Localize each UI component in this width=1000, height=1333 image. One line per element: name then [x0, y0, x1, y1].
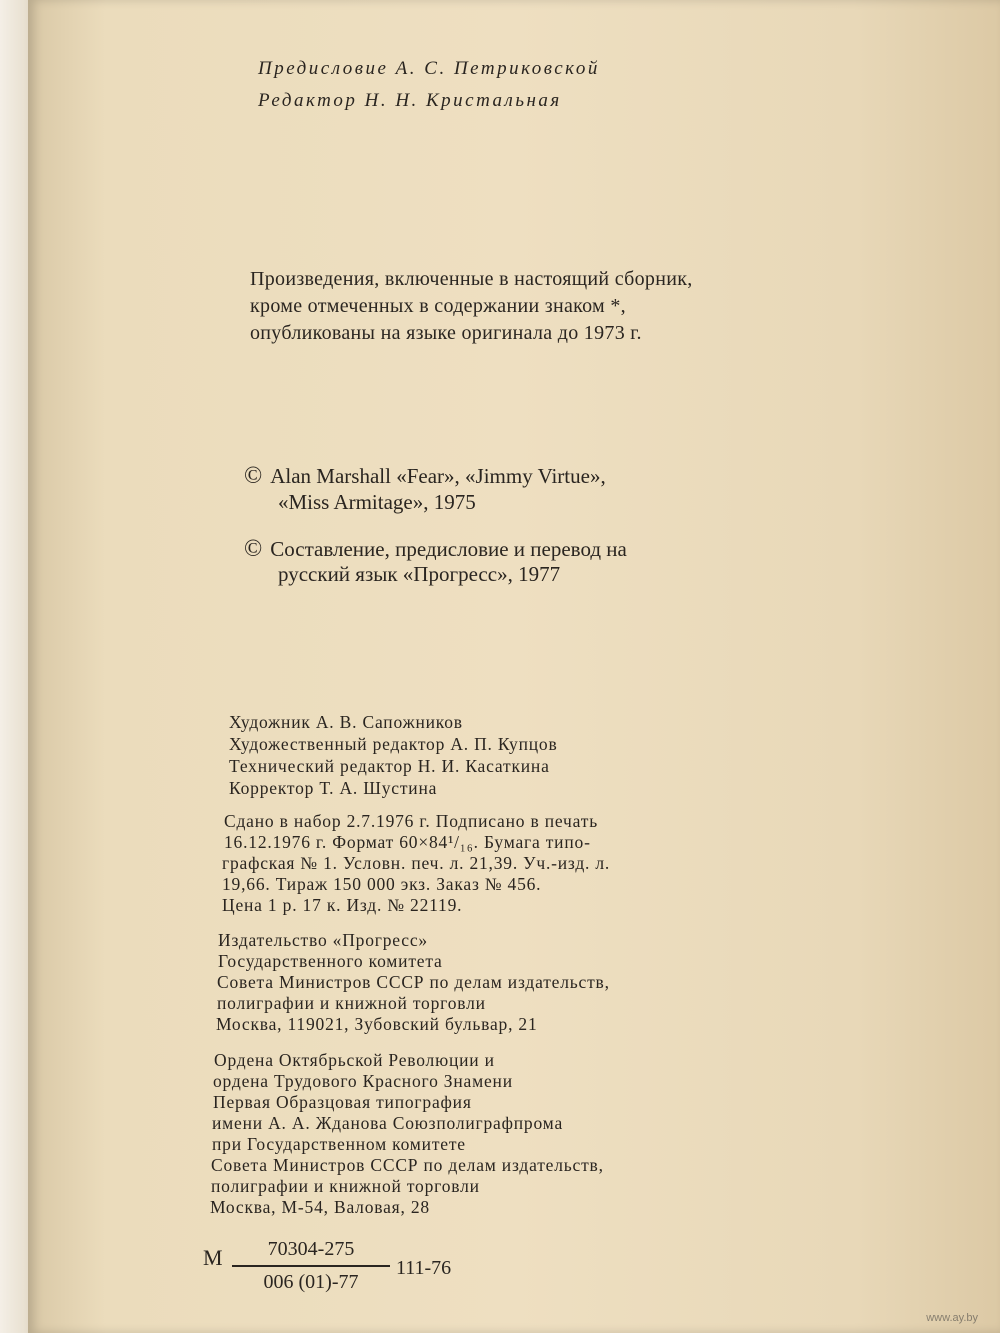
staff-line-1: Художник А. В. Сапожников	[229, 712, 463, 732]
print-line-3: графская № 1. Условн. печ. л. 21,39. Уч.-изд. л.	[222, 853, 611, 873]
publisher-line-2: Государственного комитета	[218, 951, 443, 971]
note-line-2: кроме отмеченных в содержании знаком *,	[250, 295, 626, 317]
copyright-block-2-line-2: русский язык «Прогресс», 1977	[278, 562, 561, 586]
printer-line-6: Совета Министров СССР по делам издательств,	[211, 1155, 604, 1175]
print-line-2: 16.12.1976 г. Формат 60×84¹/₁₆. Бумага типо-	[224, 832, 591, 852]
index-denominator: 006 (01)-77	[263, 1270, 359, 1293]
publisher-line-1: Издательство «Прогресс»	[218, 930, 428, 950]
printer-line-2: ордена Трудового Красного Знамени	[213, 1071, 513, 1091]
index-prefix: М	[203, 1245, 223, 1270]
publisher-address: Москва, 119021, Зубовский бульвар, 21	[216, 1014, 538, 1034]
preface-credit: Предисловие А. С. Петриковской	[258, 58, 600, 79]
index-suffix: 111-76	[396, 1257, 452, 1279]
editor-credit: Редактор Н. Н. Кристальная	[258, 90, 562, 111]
staff-line-4: Корректор Т. А. Шустина	[229, 778, 438, 798]
print-line-1: Сдано в набор 2.7.1976 г. Подписано в печать	[224, 811, 598, 831]
printer-line-5: при Государственном комитете	[212, 1134, 466, 1154]
printer-line-4: имени А. А. Жданова Союзполиграфпрома	[212, 1113, 564, 1133]
note-line-3: опубликованы на языке оригинала до 1973 г.	[250, 322, 642, 344]
copyright-symbol: ©	[244, 463, 263, 489]
staff-line-3: Технический редактор Н. И. Касаткина	[229, 756, 550, 776]
print-line-4: 19,66. Тираж 150 000 экз. Заказ № 456.	[222, 874, 542, 894]
index-fraction	[232, 1238, 390, 1294]
print-line-5: Цена 1 р. 17 к. Изд. № 22119.	[222, 895, 463, 915]
note-line-1: Произведения, включенные в настоящий сборник,	[250, 268, 693, 290]
fraction-bar	[232, 1265, 390, 1267]
copyright-block-1-line-1: © Alan Marshall «Fear», «Jimmy Virtue»,	[244, 463, 606, 489]
publisher-line-4: полиграфии и книжной торговли	[217, 993, 486, 1013]
printer-address: Москва, М-54, Валовая, 28	[210, 1197, 430, 1217]
site-watermark: www.ay.by	[926, 1312, 978, 1324]
staff-line-2: Художественный редактор А. П. Купцов	[229, 734, 558, 754]
index-numerator: 70304-275	[267, 1238, 355, 1260]
publisher-line-3: Совета Министров СССР по делам издательств,	[217, 972, 610, 992]
copyright-symbol: ©	[244, 536, 263, 562]
copyright-block-1-line-2: «Miss Armitage», 1975	[278, 490, 476, 514]
printer-line-1: Ордена Октябрьской Революции и	[214, 1050, 495, 1070]
printer-line-7: полиграфии и книжной торговли	[211, 1176, 480, 1196]
printer-line-3: Первая Образцовая типография	[213, 1092, 472, 1112]
copyright-block-2-line-1: © Составление, предисловие и перевод на	[244, 536, 627, 562]
